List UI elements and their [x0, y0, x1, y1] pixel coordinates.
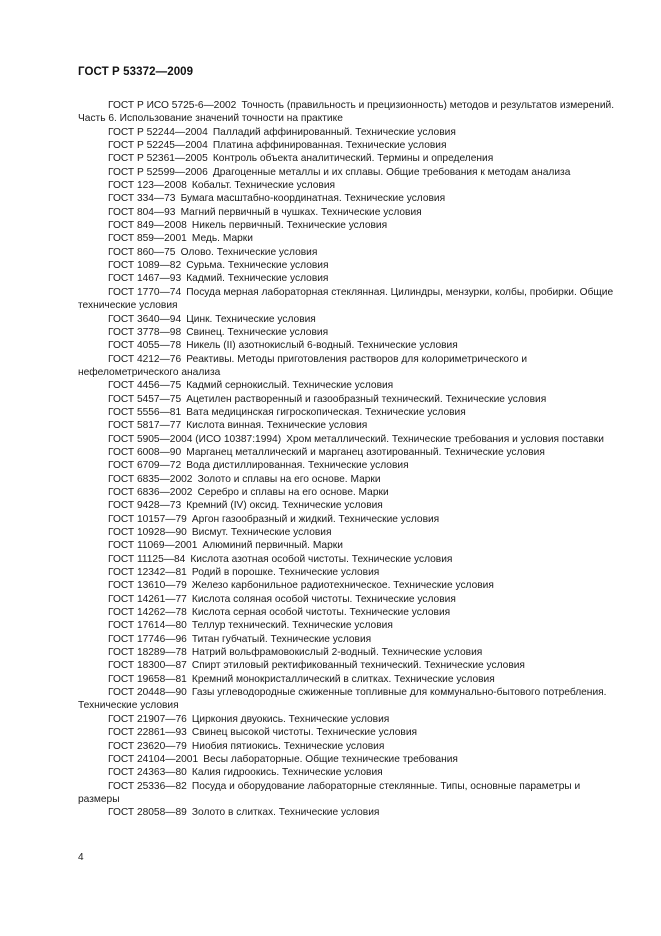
reference-code: ГОСТ 804—93 — [108, 206, 176, 218]
reference-title: Посуда и оборудование лабораторные стеклянные. Типы, основные параметры и размеры — [78, 780, 581, 805]
reference-code: ГОСТ 18289—78 — [108, 647, 187, 659]
reference-code: ГОСТ 4212—76 — [108, 353, 182, 365]
reference-code: ГОСТ 5556—81 — [108, 406, 182, 418]
reference-title: Точность (правильность и прецизионность) методов и результатов измерений. Часть 6. Использование значений точности на практике — [78, 100, 615, 125]
reference-code: ГОСТ 4456—75 — [108, 380, 182, 392]
page-header: ГОСТ Р 53372—2009 — [78, 66, 194, 78]
reference-code: ГОСТ 334—73 — [108, 193, 176, 205]
reference-title: Драгоценные металлы и их сплавы. Общие требования к методам анализа — [212, 166, 571, 178]
reference-item — [78, 486, 618, 499]
reference-title: Циркония двуокись. Технические условия — [191, 713, 390, 725]
reference-item — [78, 806, 618, 819]
reference-code: ГОСТ 9428—73 — [108, 500, 182, 512]
reference-item — [78, 753, 618, 766]
reference-item — [78, 313, 618, 326]
reference-code: ГОСТ 24104—2001 — [108, 753, 199, 765]
reference-title: Железо карбонильное радиотехническое. Технические условия — [191, 580, 494, 592]
reference-item — [78, 539, 618, 552]
reference-item — [78, 553, 618, 566]
reference-title: Платина аффинированная. Технические условия — [212, 140, 447, 152]
reference-code: ГОСТ 1770—74 — [108, 286, 182, 298]
reference-code: ГОСТ Р ИСО 5725-6—2002 — [108, 100, 237, 111]
reference-item — [78, 659, 618, 672]
reference-code: ГОСТ 6835—2002 — [108, 473, 193, 485]
page-number: 4 — [78, 852, 84, 863]
reference-title: Родий в порошке. Технические условия — [191, 567, 380, 579]
reference-code: ГОСТ 17614—80 — [108, 620, 187, 632]
reference-title: Вата медицинская гигроскопическая. Технические условия — [186, 406, 466, 418]
reference-code: ГОСТ 12342—81 — [108, 567, 187, 579]
reference-title: Серебро и сплавы на его основе. Марки — [197, 486, 389, 498]
reference-code: ГОСТ 13610—79 — [108, 580, 187, 592]
reference-item — [78, 326, 618, 339]
reference-item — [78, 406, 618, 419]
reference-item — [78, 619, 618, 632]
reference-title: Кобальт. Технические условия — [191, 180, 336, 192]
reference-title: Бумага масштабно-координатная. Технические условия — [180, 193, 446, 205]
reference-item — [78, 579, 618, 592]
reference-title: Кислота винная. Технические условия — [186, 420, 368, 432]
reference-code: ГОСТ 3778—98 — [108, 326, 182, 338]
reference-item — [78, 286, 618, 313]
reference-title: Свинец высокой чистоты. Технические условия — [191, 727, 418, 739]
reference-code: ГОСТ 849—2008 — [108, 220, 187, 232]
reference-item — [78, 766, 618, 779]
reference-item — [78, 713, 618, 726]
reference-title: Калия гидроокись. Технические условия — [191, 767, 383, 779]
reference-code: ГОСТ 1467—93 — [108, 273, 182, 285]
reference-title: Висмут. Технические условия — [191, 527, 332, 538]
reference-code: ГОСТ 25336—82 — [108, 780, 187, 792]
reference-title: Цинк. Технические условия — [186, 313, 316, 325]
reference-title: Кадмий сернокислый. Технические условия — [186, 380, 394, 392]
reference-item — [78, 419, 618, 432]
reference-code: ГОСТ 23620—79 — [108, 740, 187, 752]
reference-code: ГОСТ Р 52244—2004 — [108, 126, 208, 138]
reference-code: ГОСТ 5817—77 — [108, 420, 182, 432]
reference-item — [78, 606, 618, 619]
reference-item — [78, 246, 618, 259]
reference-title: Вода дистиллированная. Технические условия — [186, 460, 409, 472]
reference-item — [78, 353, 618, 380]
reference-code: ГОСТ 860—75 — [108, 246, 176, 258]
reference-title: Посуда мерная лабораторная стеклянная. Цилиндры, мензурки, колбы, пробирки. Общие технические условия — [78, 286, 614, 312]
reference-code: ГОСТ 11069—2001 — [108, 540, 198, 552]
reference-title: Весы лабораторные. Общие технические требования — [203, 753, 458, 765]
reference-title: Кислота серная особой чистоты. Технические условия — [191, 607, 451, 619]
reference-item — [78, 259, 618, 272]
reference-title: Олово. Технические условия — [180, 246, 318, 258]
reference-list — [78, 99, 618, 820]
reference-code: ГОСТ 22861—93 — [108, 727, 187, 739]
reference-item — [78, 526, 618, 539]
reference-title: Золото в слитках. Технические условия — [191, 807, 380, 819]
reference-code: ГОСТ 14261—77 — [108, 593, 187, 605]
reference-code: ГОСТ 11125—84 — [108, 553, 186, 565]
reference-item — [78, 339, 618, 352]
reference-item — [78, 646, 618, 659]
reference-title: Кадмий. Технические условия — [186, 273, 329, 285]
reference-code: ГОСТ 17746—96 — [108, 633, 187, 645]
reference-item — [78, 232, 618, 245]
reference-code: ГОСТ 6836—2002 — [108, 486, 193, 498]
reference-item — [78, 446, 618, 459]
reference-item — [78, 166, 618, 179]
reference-item — [78, 206, 618, 219]
reference-code: ГОСТ 18300—87 — [108, 660, 187, 672]
reference-code: ГОСТ 21907—76 — [108, 713, 187, 725]
reference-item — [78, 179, 618, 192]
reference-title: Кислота соляная особой чистоты. Технические условия — [191, 593, 456, 605]
reference-code: ГОСТ 10157—79 — [108, 513, 187, 525]
reference-title: Марганец металлический и марганец азотированный. Технические условия — [186, 446, 545, 458]
reference-item — [78, 126, 618, 139]
reference-title: Медь. Марки — [191, 233, 253, 245]
reference-item — [78, 433, 618, 446]
reference-item — [78, 633, 618, 646]
reference-title: Сурьма. Технические условия — [186, 260, 329, 272]
reference-item — [78, 379, 618, 392]
reference-title: Кремний монокристаллический в слитках. Технические условия — [191, 673, 495, 685]
reference-title: Теллур технический. Технические условия — [191, 620, 393, 632]
reference-title: Газы углеводородные сжиженные топливные для коммунально-бытового потребления. Технические условия — [78, 687, 607, 712]
reference-code: ГОСТ 6709—72 — [108, 460, 182, 472]
reference-title: Кремний (IV) оксид. Технические условия — [186, 500, 383, 512]
reference-code: ГОСТ Р 52361—2005 — [108, 153, 208, 165]
reference-code: ГОСТ 1089—82 — [108, 260, 182, 272]
reference-title: Спирт этиловый ректификованный технический. Технические условия — [191, 660, 525, 672]
reference-item — [78, 673, 618, 686]
reference-code: ГОСТ Р 52599—2006 — [108, 166, 208, 178]
reference-item — [78, 219, 618, 232]
reference-item — [78, 473, 618, 486]
reference-item — [78, 780, 618, 807]
reference-title: Алюминий первичный. Марки — [202, 540, 343, 552]
reference-item — [78, 726, 618, 739]
reference-code: ГОСТ Р 52245—2004 — [108, 140, 208, 152]
reference-code: ГОСТ 4055—78 — [108, 340, 182, 352]
reference-title: Титан губчатый. Технические условия — [191, 633, 372, 645]
reference-item — [78, 686, 618, 713]
reference-title: Золото и сплавы на его основе. Марки — [197, 473, 381, 485]
reference-code: ГОСТ 123—2008 — [108, 180, 187, 192]
reference-code: ГОСТ 3640—94 — [108, 313, 182, 325]
reference-item — [78, 393, 618, 406]
reference-item — [78, 566, 618, 579]
reference-code: ГОСТ 24363—80 — [108, 767, 187, 779]
reference-title: Палладий аффинированный. Технические условия — [212, 126, 456, 138]
reference-code: ГОСТ 14262—78 — [108, 607, 187, 619]
reference-title: Контроль объекта аналитический. Термины и определения — [212, 153, 494, 165]
reference-code: ГОСТ 19658—81 — [108, 673, 187, 685]
reference-code: ГОСТ 5905—2004 (ИСО 10387:1994) — [108, 433, 282, 445]
reference-title: Никель первичный. Технические условия — [191, 220, 388, 232]
reference-item — [78, 192, 618, 205]
reference-title: Аргон газообразный и жидкий. Технические условия — [191, 513, 440, 525]
reference-code: ГОСТ 20448—90 — [108, 687, 187, 699]
reference-item — [78, 499, 618, 512]
reference-code: ГОСТ 859—2001 — [108, 233, 187, 245]
reference-item — [78, 139, 618, 152]
reference-title: Кислота азотная особой чистоты. Технические условия — [190, 553, 453, 565]
reference-item — [78, 740, 618, 753]
reference-title: Ацетилен растворенный и газообразный технический. Технические условия — [186, 393, 547, 405]
reference-code: ГОСТ 10928—90 — [108, 527, 187, 538]
reference-title: Хром металлический. Технические требования и условия поставки — [286, 433, 604, 445]
reference-title: Магний первичный в чушках. Технические условия — [180, 206, 422, 218]
reference-item — [78, 152, 618, 165]
reference-item — [78, 272, 618, 285]
reference-code: ГОСТ 5457—75 — [108, 393, 182, 405]
reference-code: ГОСТ 28058—89 — [108, 807, 187, 819]
reference-title: Никель (II) азотнокислый 6-водный. Технические условия — [186, 340, 458, 352]
reference-item — [78, 513, 618, 526]
reference-title: Ниобия пятиокись. Технические условия — [191, 740, 385, 752]
reference-title: Реактивы. Методы приготовления растворов для колориметрического и нефелометрического анализа — [78, 353, 528, 378]
reference-title: Свинец. Технические условия — [186, 326, 329, 338]
reference-item — [78, 593, 618, 606]
reference-item — [78, 99, 618, 126]
reference-title: Натрий вольфрамовокислый 2-водный. Технические условия — [191, 647, 483, 659]
reference-code: ГОСТ 6008—90 — [108, 446, 182, 458]
reference-item — [78, 459, 618, 472]
